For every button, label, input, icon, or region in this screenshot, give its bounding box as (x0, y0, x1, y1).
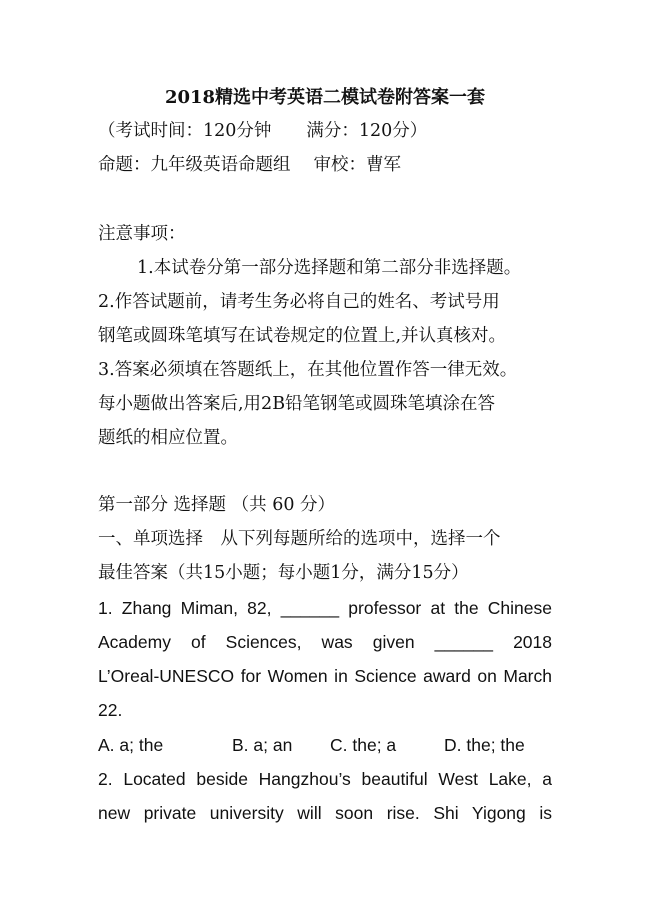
question-1-options (98, 733, 552, 757)
part1-heading: 第一部分 选择题 （共 60 分） (98, 495, 336, 515)
notes-heading: 注意事项： (98, 224, 186, 244)
question-1-line: 22. (98, 700, 123, 720)
author-line: 命题：九年级英语命题组 审校：曹军 (98, 155, 402, 175)
option-d: D. the; the (444, 735, 525, 755)
option-c: C. the; a (330, 735, 397, 755)
question-2-line: new private university will soon rise. Shi Yigong is (98, 803, 552, 823)
exam-title: 2018精选中考英语二模试卷附答案一套 (164, 87, 486, 108)
exam-info: （考试时间：120分钟 满分：120分） (98, 121, 428, 141)
section-line: 一、单项选择 从下列每题所给的选项中，选择一个 (98, 529, 501, 549)
note-line: 钢笔或圆珠笔填写在试卷规定的位置上,并认真核对。 (98, 326, 507, 346)
note-line: 每小题做出答案后,用2B铅笔钢笔或圆珠笔填涂在答 (98, 394, 496, 414)
question-1-line: 1. Zhang Miman, 82, ______ professor at the Chinese (98, 598, 552, 618)
note-line: 3.答案必须填在答题纸上，在其他位置作答一律无效。 (98, 360, 518, 380)
note-line: 题纸的相应位置。 (98, 428, 238, 448)
option-b: B. a; an (232, 735, 293, 755)
question-1-line: Academy of Sciences, was given ______ 2018 (98, 632, 552, 652)
note-line: 2.作答试题前，请考生务必将自己的姓名、考试号用 (98, 292, 500, 312)
question-2-line: 2. Located beside Hangzhou’s beautiful West Lake, a (98, 769, 552, 789)
question-1-line: L’Oreal-UNESCO for Women in Science award on March (98, 666, 552, 686)
option-a: A. a; the (98, 735, 164, 755)
section-line: 最佳答案（共15小题；每小题1分，满分15分） (98, 563, 469, 583)
note-line: 1.本试卷分第一部分选择题和第二部分非选择题。 (137, 258, 522, 278)
